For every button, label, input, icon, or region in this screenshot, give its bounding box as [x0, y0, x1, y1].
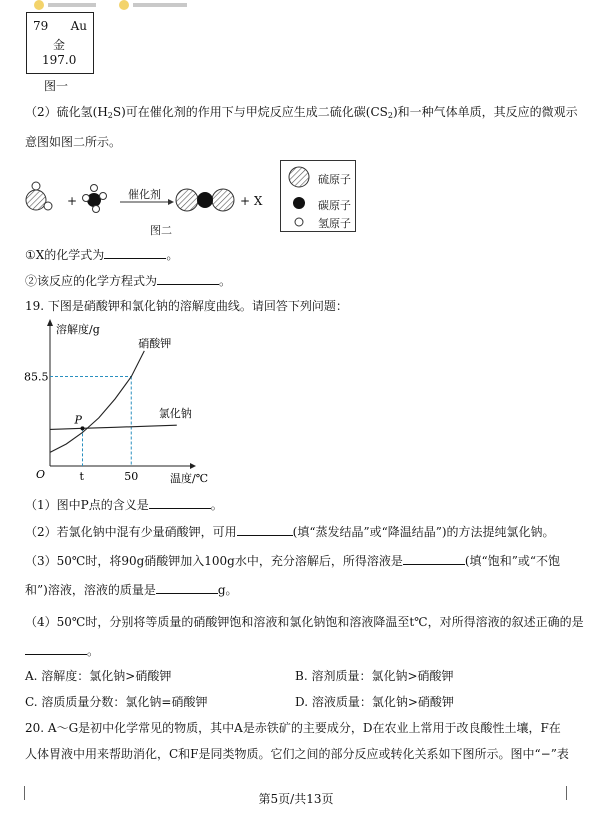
atomic-mass: 197.0: [42, 53, 77, 67]
figure1-caption: 图一: [44, 79, 69, 93]
element-card: [26, 12, 94, 74]
answer-blank-method[interactable]: [237, 523, 293, 536]
option-a[interactable]: A. 溶解度：氯化钠>硝酸钾: [25, 669, 172, 683]
x-axis-arrow-icon: [190, 463, 196, 469]
q19-part3-line1: （3）50℃时，将90g硝酸钾加入100g水中，充分溶解后，所得溶液是 (填“饱和”或“不饱: [25, 554, 560, 568]
q19-part4-answer: 。: [25, 642, 99, 659]
answer-blank-saturation[interactable]: [403, 552, 465, 565]
answer-blank-x-formula[interactable]: [104, 246, 166, 259]
x-axis-label: 温度/℃: [170, 472, 209, 485]
y-axis-label: 溶解度/g: [56, 323, 100, 336]
legend-hydrogen: 氢原子: [318, 217, 351, 230]
point-p-label: P: [74, 413, 82, 427]
series-label-kno3: 硝酸钾: [138, 336, 172, 350]
ch4-molecule-icon: [83, 185, 107, 213]
sulfur-atom-icon: [289, 167, 309, 187]
plus-x: + X: [240, 194, 263, 208]
hydrogen-atom-icon: [295, 218, 303, 226]
curve-nacl: [50, 425, 177, 429]
q19-title: 19. 下图是硝酸钾和氯化钠的溶解度曲线。请回答下列问题：: [25, 299, 348, 313]
q19-part3-line2: 和”)溶液，溶液的质量是 g。: [25, 583, 238, 597]
y-axis-arrow-icon: [47, 319, 53, 326]
answer-blank-p-meaning[interactable]: [149, 496, 211, 509]
answer-blank-choice[interactable]: [25, 642, 87, 655]
x-tick-t: t: [79, 470, 84, 483]
q18-2-sub2: ②该反应的化学方程式为 。: [25, 274, 232, 288]
element-symbol: Au: [70, 19, 87, 33]
option-b[interactable]: B. 溶剂质量：氯化钠>硝酸钾: [295, 669, 454, 683]
watermark-logo-icon: [34, 3, 194, 11]
atomic-number: 79: [33, 19, 49, 33]
header-watermark: [34, 0, 194, 8]
curve-kno3: [50, 351, 144, 453]
legend-carbon: 碳原子: [318, 199, 351, 212]
point-p: [81, 426, 85, 430]
q19-part1: （1）图中P点的含义是 。: [25, 498, 223, 512]
carbon-atom-icon: [293, 197, 305, 209]
series-label-nacl: 氯化钠: [158, 407, 192, 421]
h2s-molecule-icon: [26, 182, 52, 210]
page-footer: 第5页/共13页: [258, 792, 334, 806]
option-d[interactable]: D. 溶液质量：氯化钠>硝酸钾: [295, 695, 454, 709]
q20-line2: 人体胃液中用来帮助消化，C和F是同类物质。它们之间的部分反应或转化关系如下图所示。图中“−”表: [25, 747, 569, 761]
legend-sulfur: 硫原子: [318, 173, 351, 186]
y-tick-85-5: 85.5: [24, 370, 49, 384]
x-tick-50: 50: [124, 470, 139, 483]
answer-blank-equation[interactable]: [157, 272, 219, 285]
q18-2-sub1: ①X的化学式为 。: [25, 248, 179, 262]
figure2-caption: 图二: [150, 224, 172, 237]
q18-2-line2: 意图如图二所示。: [25, 135, 122, 149]
legend-symbols: [287, 165, 313, 229]
q19-part4: （4）50℃时，分别将等质量的硝酸钾饱和溶液和氯化钠饱和溶液降温至t℃，对所得溶液的叙述正确的是: [25, 615, 584, 629]
q19-part2: （2）若氯化钠中混有少量硝酸钾，可用 (填“蒸发结晶”或“降温结晶”)的方法提纯氯化钠。: [25, 525, 555, 539]
atom-legend: [280, 160, 356, 232]
answer-blank-solution-mass[interactable]: [156, 581, 218, 594]
catalyst-label: 催化剂: [128, 188, 161, 201]
element-name: 金: [53, 38, 66, 52]
cs2-molecule-icon: [176, 189, 234, 211]
option-c[interactable]: C. 溶质质量分数：氯化钠=硝酸钾: [25, 695, 208, 709]
plus-sign-1: +: [67, 194, 78, 208]
solubility-chart: [22, 316, 209, 488]
q20-line1: 20. A～G是初中化学常见的物质，其中A是赤铁矿的主要成分，D在农业上常用于改良酸性土壤，F在: [25, 721, 561, 735]
q18-2-line1: （2）硫化氢$(H_2S)$可在催化剂的作用下与甲烷反应生成二硫化碳$(CS_2)$和一种气体单质，其反应的微观示: [25, 105, 578, 120]
origin-label: O: [36, 468, 46, 481]
